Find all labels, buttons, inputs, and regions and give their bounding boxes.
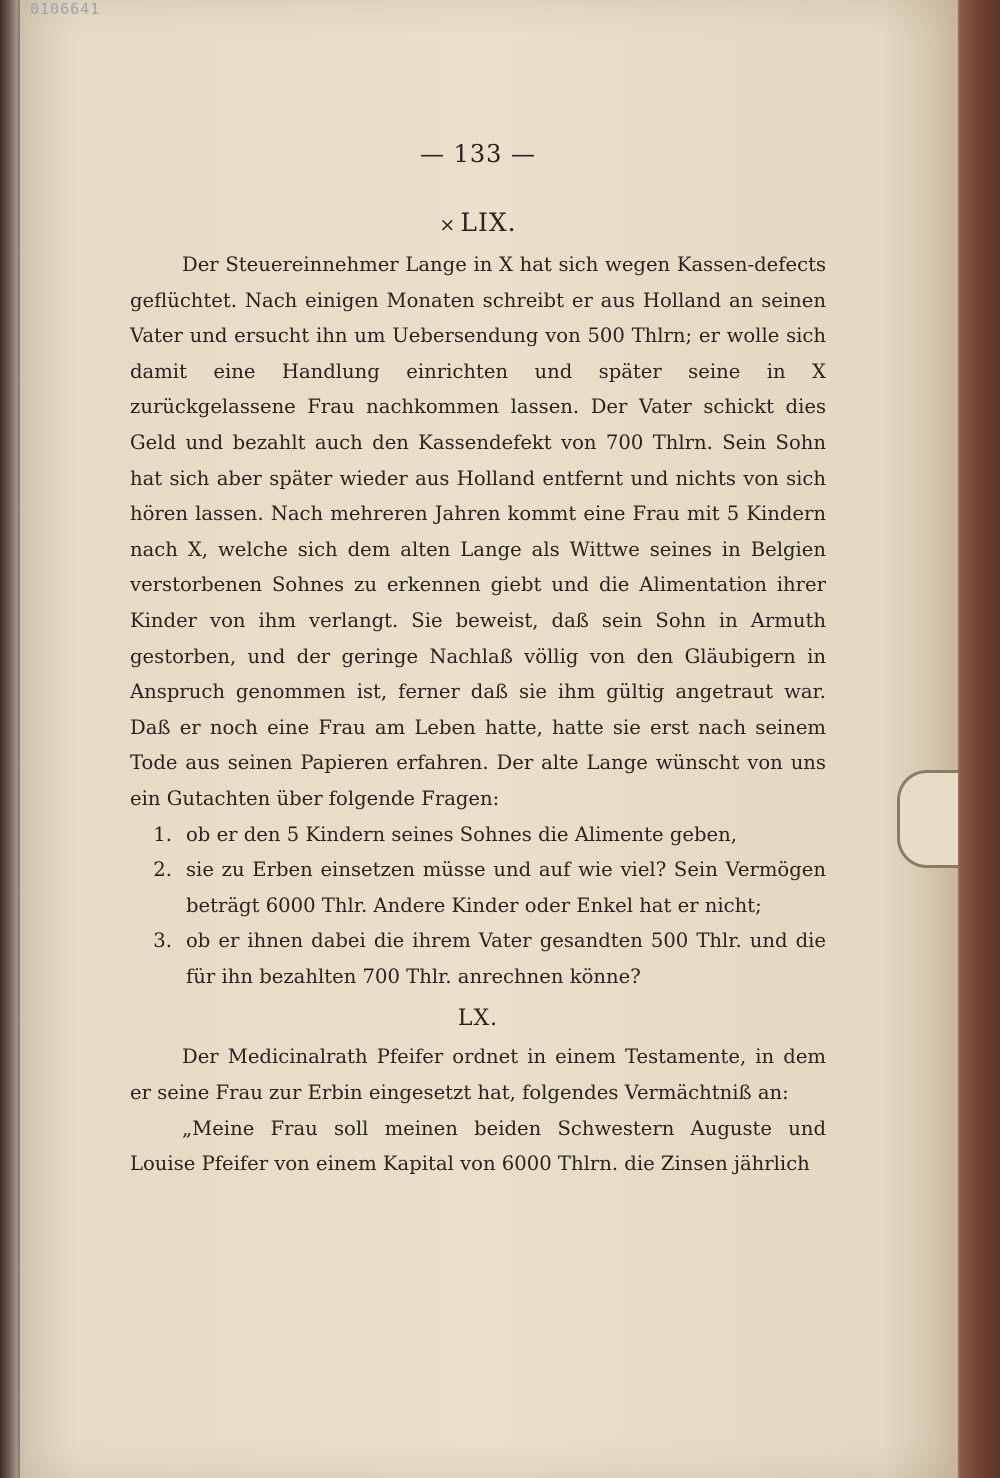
- page-tab-notch: [897, 770, 958, 868]
- list-item: [130, 817, 826, 853]
- list-item-text: ob er den 5 Kindern seines Sohnes die Alimente geben,: [186, 822, 737, 846]
- section-heading-lx: LX.: [457, 1006, 499, 1032]
- list-item-number: 1.: [153, 822, 172, 846]
- annotation-mark: ×: [439, 214, 457, 236]
- list-item-text: ob er ihnen dabei die ihrem Vater gesandten 500 Thlr. und die für ihn bezahlten 700 Thlr. anrechnen könne?: [186, 929, 826, 988]
- section-lx-paragraph: Der Medicinalrath Pfeifer ordnet in einem Testamente, in dem er seine Frau zur Erbin eingesetzt hat, folgendes Vermächtniß an:: [130, 1045, 826, 1105]
- section-heading-lix-label: LIX.: [460, 208, 517, 237]
- page-number: — 133 —: [419, 140, 537, 168]
- book-cover-right: [952, 0, 1000, 1478]
- page-text: [130, 140, 826, 1182]
- section-lx-quote: „Meine Frau soll meinen beiden Schwestern Auguste und Louise Pfeifer von einem Kapital von 6000 Thlrn. die Zinsen jährlich: [130, 1116, 826, 1176]
- list-item-number: 2.: [153, 858, 172, 882]
- section-lix-paragraph: Der Steuereinnehmer Lange in X hat sich wegen Kassen-defects geflüchtet. Nach einigen Monaten schreibt er aus Holland an seinen Vater und ersucht ihn um Uebersendung von 500 Thlrn; er wolle sich damit eine Handlung einrichten und später seine in X zurückgelassene Frau nachkommen lassen. Der Vater schickt dies Geld und bezahlt auch den Kassendefekt von 700 Thlrn. Sein Sohn hat sich aber später wieder aus Holland entfernt und nichts von sich hören lassen. Nach mehreren Jahren kommt eine Frau mit 5 Kindern nach X, welche sich dem alten Lange als Wittwe seines in Belgien verstorbenen Sohnes zu erkennen giebt und die Alimentation ihrer Kinder von ihm verlangt. Sie beweist, daß sein Sohn in Armuth gestorben, und der geringe Nachlaß völlig von den Gläubigern in Anspruch genommen ist, ferner daß sie ihm gültig angetraut war. Daß er noch eine Frau am Leben hatte, hatte sie erst nach seinem Tode aus seinen Papieren erfahren. Der alte Lange wünscht von uns ein Gutachten über folgende Fragen:: [130, 253, 826, 810]
- list-item: [130, 852, 826, 923]
- list-item: [130, 923, 826, 994]
- question-list: [130, 817, 826, 995]
- list-item-text: sie zu Erben einsetzen müsse und auf wie viel? Sein Vermögen beträgt 6000 Thlr. Andere Kinder oder Enkel hat er nicht;: [186, 858, 826, 917]
- section-heading-lix: [130, 208, 826, 237]
- list-item-number: 3.: [153, 929, 172, 953]
- scan-corner-mark: 0106641: [30, 0, 101, 18]
